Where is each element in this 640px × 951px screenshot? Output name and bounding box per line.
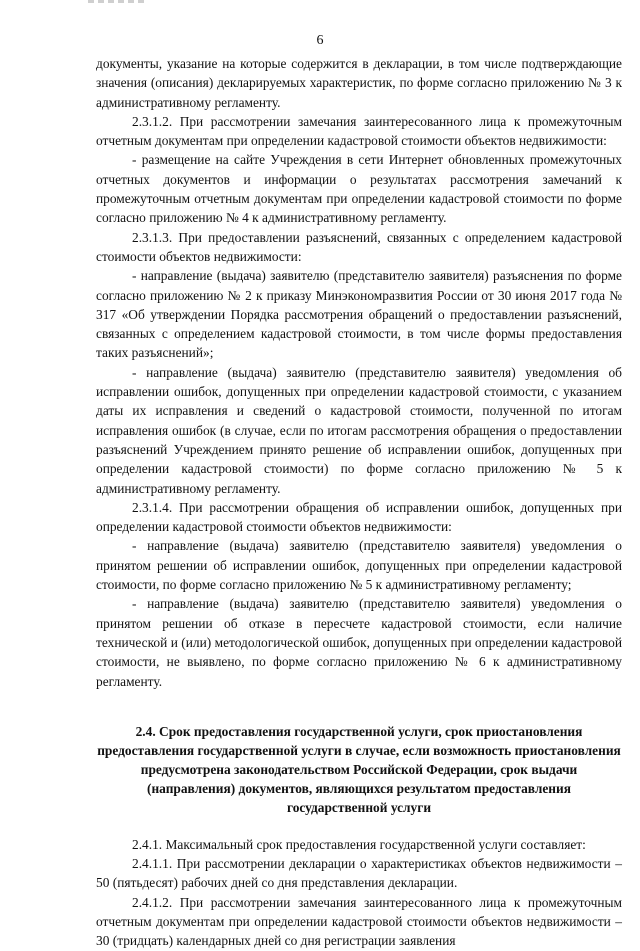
scan-artifact	[88, 0, 148, 3]
paragraph: - направление (выдача) заявителю (представителю заявителя) разъяснения по форме согласно приложению № 2 к приказу Минэкономразвития России от 30 июня 2017 года № 317 «Об утверждении Порядка рассмотрения обращений о предоставлении разъяснений, связанных с определением кадастровой стоимости, в том числе формы предоставления таких разъяснений»;	[96, 268, 622, 361]
paragraph: - направление (выдача) заявителю (представителю заявителя) уведомления о принятом решении об исправлении ошибок, допущенных при определении кадастровой стоимости, по форме согласно приложению № 5 к административному регламенту;	[96, 538, 622, 593]
paragraph: 2.4.1. Максимальный срок предоставления государственной услуги составляет:	[132, 836, 586, 852]
paragraph: 2.3.1.3. При предоставлении разъяснений, связанных с определением кадастровой стоимости объектов недвижимости:	[96, 229, 622, 264]
paragraph: 2.3.1.2. При рассмотрении замечания заинтересованного лица к промежуточным отчетным документам при определении кадастровой стоимости объектов недвижимости:	[96, 113, 622, 149]
paragraph: 2.4.1.1. При рассмотрении декларации о характеристиках объектов недвижимости – 50 (пятьдесят) рабочих дней со дня представления декларации.	[96, 856, 622, 891]
paragraph: - направление (выдача) заявителю (представителю заявителя) уведомления об исправлении ошибок, допущенных при определении кадастровой стоимости, с указанием даты их исправления и сведений о кадастровой стоимости, полученной по итогам исправления ошибок (в случае, если по итогам рассмотрения обращения о предоставлении разъяснений Учреждением принято решение об исправлении ошибок, допущенных при определении кадастровой стоимости) по форме согласно приложению № 5 к административному регламенту.	[96, 364, 622, 496]
paragraph: 2.3.1.4. При рассмотрении обращения об исправлении ошибок, допущенных при определении кадастровой стоимости объектов недвижимости:	[96, 499, 622, 535]
paragraph: - направление (выдача) заявителю (представителю заявителя) уведомления о принятом решении об отказе в пересчете кадастровой стоимости, если наличие технической и (или) методологической ошибок, допущенных при определении кадастровой стоимости, не выявлено, по форме согласно приложению № 6 к административному регламенту.	[96, 596, 622, 689]
section-heading: 2.4. Срок предоставления государственной услуги, срок приостановления предоставления государственной услуги в случае, если возможность приостановления предусмотрена законодательством Российской Федерации, срок выдачи (направления) документов, являющихся результатом предоставления государственной услуги	[97, 723, 621, 815]
paragraph: документы, указание на которые содержится в декларации, в том числе подтверждающие значения (описания) декларируемых характеристик, по форме согласно приложению № 3 к административному регламенту.	[96, 56, 622, 110]
paragraphs-before-heading	[96, 54, 622, 691]
paragraph: - размещение на сайте Учреждения в сети Интернет обновленных промежуточных отчетных документов и информации о результатах рассмотрения замечаний к промежуточным отчетным документам при определении кадастровой стоимости по форме согласно приложению № 4 к административному регламенту.	[96, 152, 622, 226]
page-number: 6	[316, 33, 324, 48]
paragraph: 2.4.1.2. При рассмотрении замечания заинтересованного лица к промежуточным отчетным документам при определении кадастровой стоимости объектов недвижимости – 30 (тридцать) календарных дней со дня регистрации заявления	[96, 894, 622, 949]
document-body	[96, 54, 622, 951]
paragraphs-after-heading	[96, 835, 622, 951]
